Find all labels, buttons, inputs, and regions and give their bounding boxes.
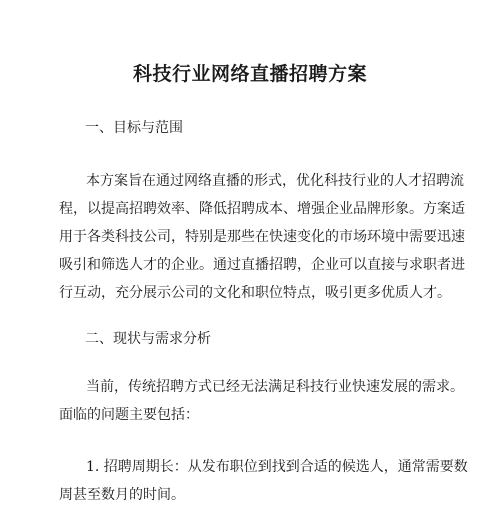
paragraph-goals [59, 167, 465, 307]
document-title: 科技行业网络直播招聘方案 [132, 63, 367, 85]
paragraph-analysis-intro [59, 373, 464, 429]
section-heading-analysis: 二、现状与需求分析 [85, 331, 211, 347]
list-item-recruitment-cycle [59, 453, 468, 509]
paragraph-line: 行互动，充分展示公司的文化和职位特点，吸引更多优质人才。 [59, 285, 451, 301]
paragraph-line: 用于各类科技公司，特别是那些在快速变化的市场环境中需要迅速 [59, 229, 465, 245]
paragraph-line: 周甚至数月的时间。 [59, 487, 185, 503]
paragraph-line: 当前，传统招聘方式已经无法满足科技行业快速发展的需求。 [86, 379, 464, 395]
paragraph-line: 本方案旨在通过网络直播的形式，优化科技行业的人才招聘流 [86, 173, 464, 189]
paragraph-line: 1. 招聘周期长：从发布职位到找到合适的候选人，通常需要数 [86, 459, 468, 475]
paragraph-line: 面临的问题主要包括： [59, 407, 199, 423]
paragraph-line: 程，以提高招聘效率、降低招聘成本、增强企业品牌形象。方案适 [59, 201, 465, 217]
paragraph-line: 吸引和筛选人才的企业。通过直播招聘，企业可以直接与求职者进 [59, 257, 465, 273]
section-heading-goals: 一、目标与范围 [85, 120, 183, 136]
